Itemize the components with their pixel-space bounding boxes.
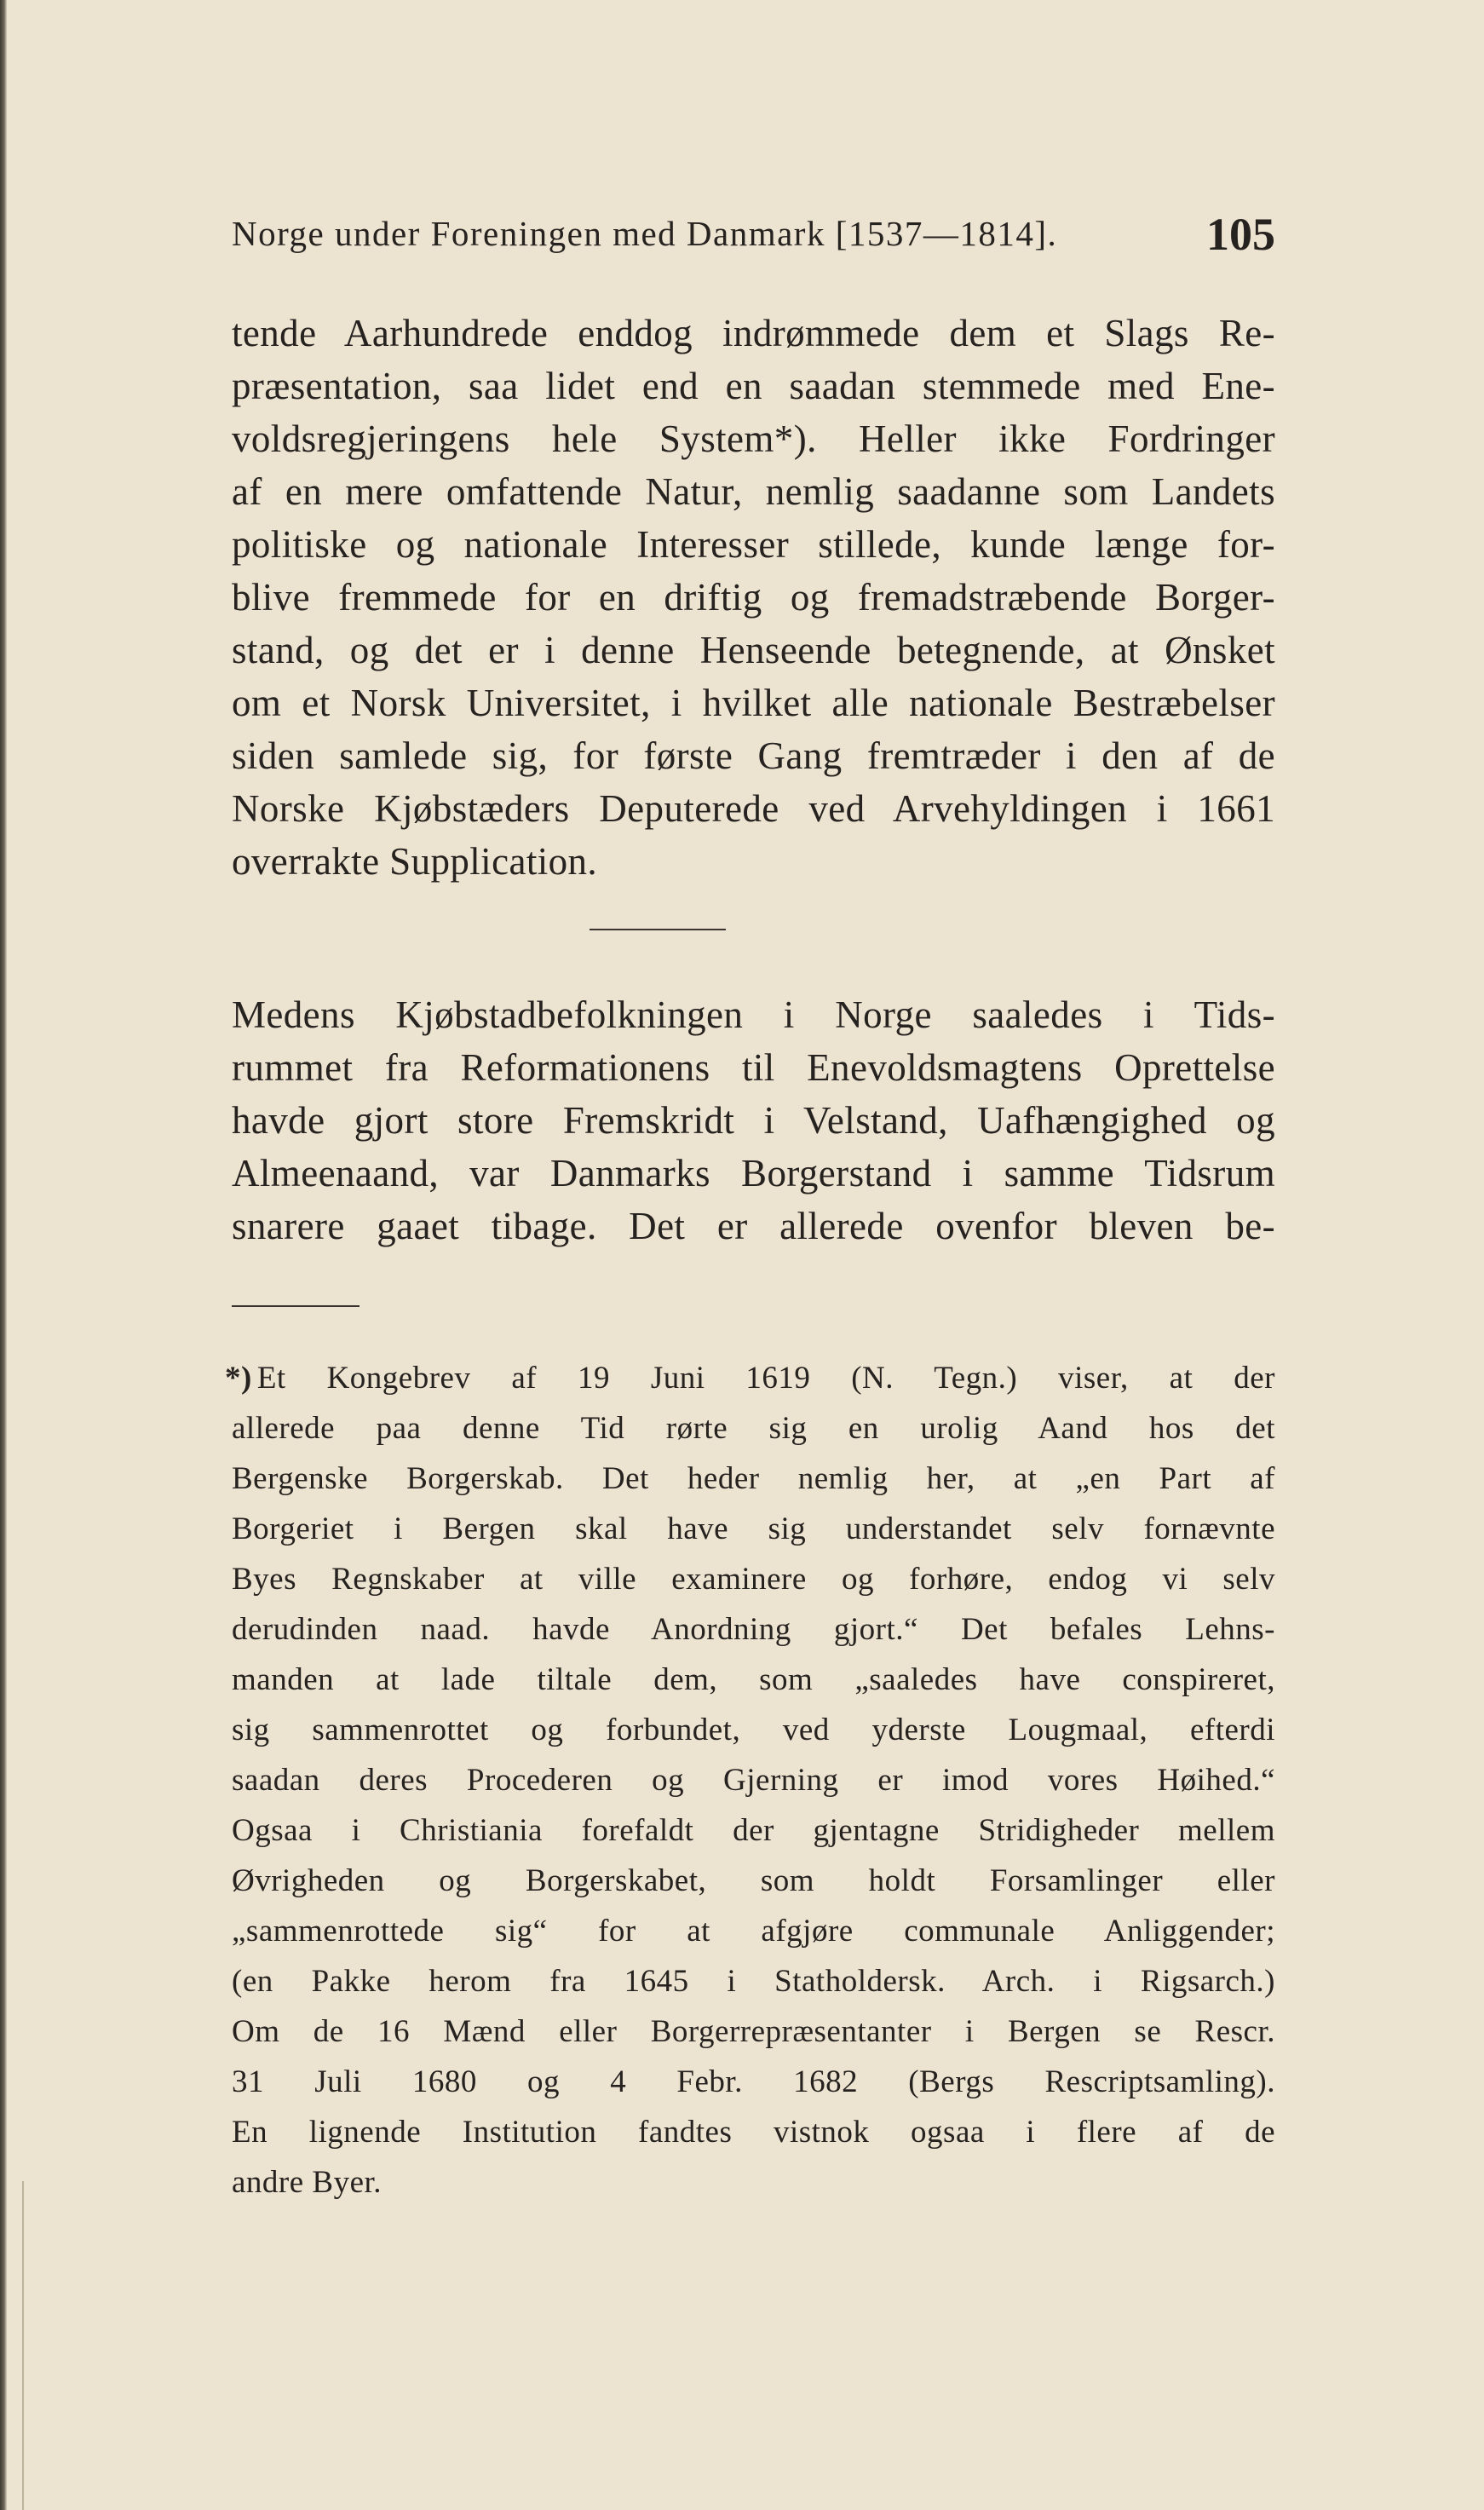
page-number: 105 [1206, 209, 1275, 260]
footnote-line: sig sammenrottet og forbundet, ved yderste Lougmaal, efterdi [232, 1713, 1275, 1747]
text-line: Almeenaand, var Danmarks Borgerstand i samme Tidsrum [232, 1152, 1275, 1195]
text-line: af en mere omfattende Natur, nemlig saadanne som Landets [232, 470, 1275, 513]
text-line: blive fremmede for en driftig og fremadstræbende Borger- [232, 576, 1275, 619]
text-line: voldsregjeringens hele System*). Heller ikke Fordringer [232, 417, 1275, 460]
text-line: havde gjort store Fremskridt i Velstand, Uafhængighed og [232, 1099, 1275, 1142]
text-line: snarere gaaet tibage. Det er allerede ovenfor bleven be- [232, 1205, 1275, 1247]
text-line-content: Medens Kjøbstadbefolkningen i Norge saaledes i Tids- [232, 993, 1275, 1036]
footnote-line: (en Pakke herom fra 1645 i Statholdersk. Arch. i Rigsarch.) [232, 1964, 1275, 1999]
text-line: rummet fra Reformationens til Enevoldsmagtens Oprettelse [232, 1046, 1275, 1089]
footnote-line: Ogsaa i Christiania forefaldt der gjentagne Stridigheder mellem [232, 1813, 1275, 1848]
paragraph-1 [232, 307, 1275, 888]
footnote-line: Bergenske Borgerskab. Det heder nemlig her, at „en Part af [232, 1461, 1275, 1496]
text-line: politiske og nationale Interesser stillede, kunde længe for- [232, 523, 1275, 566]
book-spine-edge [0, 0, 7, 2510]
footnote-marker: *) [225, 1361, 252, 1396]
text-line: tende Aarhundrede enddog indrømmede dem et Slags Re- [232, 312, 1275, 354]
footnote-line: saadan deres Procederen og Gjerning er imod vores Høihed.“ [232, 1763, 1275, 1798]
footnote-line: andre Byer. [232, 2165, 383, 2200]
text-line: om et Norsk Universitet, i hvilket alle nationale Bestræbelser [232, 682, 1275, 724]
footnote-line: 31 Juli 1680 og 4 Febr. 1682 (Bergs Rescriptsamling). [232, 2064, 1275, 2099]
running-title: Norge under Foreningen med Danmark [1537—1814]. [232, 214, 1058, 253]
text-line: Norske Kjøbstæders Deputerede ved Arvehyldingen i 1661 [232, 787, 1275, 830]
footnote-line: allerede paa denne Tid rørte sig en urolig Aand hos det [232, 1411, 1275, 1446]
footnote-line: Borgeriet i Bergen skal have sig understandet selv fornævnte [232, 1511, 1275, 1546]
footnote-line: „sammenrottede sig“ for at afgjøre communale Anliggender; [232, 1914, 1275, 1949]
footnote-line: Byes Regnskaber at ville examinere og forhøre, endog vi selv [232, 1562, 1275, 1597]
footnote-rule [232, 1305, 359, 1307]
section-divider [590, 929, 726, 930]
page-header [232, 208, 1275, 268]
text-line [232, 988, 1275, 1041]
footnote-line [225, 1353, 1275, 1403]
text-line: siden samlede sig, for første Gang fremtræder i den af de [232, 734, 1275, 777]
footnote-line: derudinden naad. havde Anordning gjort.“ Det befales Lehns- [232, 1612, 1275, 1647]
footnote-line: En lignende Institution fandtes vistnok ogsaa i flere af de [232, 2115, 1275, 2150]
footnote [225, 1353, 1275, 2208]
footnote-line: Om de 16 Mænd eller Borgerrepræsentanter i Bergen se Rescr. [232, 2014, 1275, 2049]
footnote-line: manden at lade tiltale dem, som „saaledes have conspireret, [232, 1662, 1275, 1697]
paragraph-2 [232, 988, 1275, 1252]
text-line: præsentation, saa lidet end en saadan stemmede med Ene- [232, 365, 1275, 407]
text-line: overrakte Supplication. [232, 840, 598, 883]
page-fold-line [22, 2181, 24, 2510]
footnote-line: Øvrigheden og Borgerskabet, som holdt Forsamlinger eller [232, 1863, 1275, 1898]
text-line: stand, og det er i denne Henseende betegnende, at Ønsket [232, 629, 1275, 671]
footnote-line-text: Et Kongebrev af 19 Juni 1619 (N. Tegn.) viser, at der [256, 1361, 1275, 1396]
